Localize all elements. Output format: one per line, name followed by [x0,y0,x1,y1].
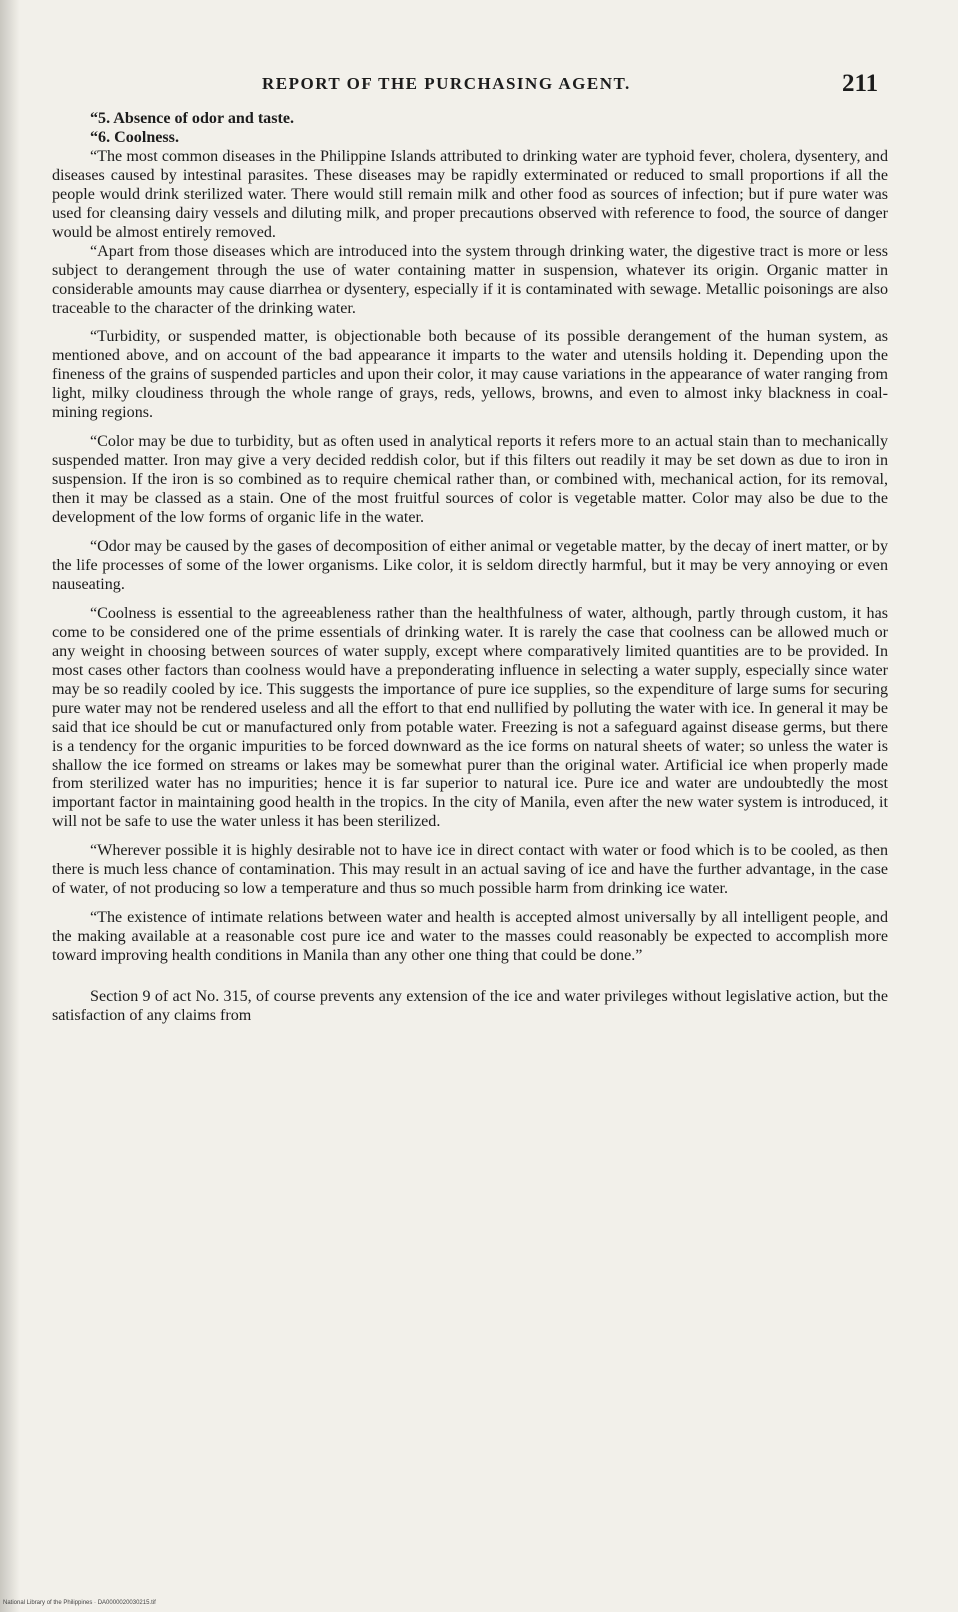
list-item-odor-taste: “5. Absence of odor and taste. [90,110,295,127]
body-text [52,110,888,1026]
running-head: REPORT OF THE PURCHASING AGENT. [262,74,631,93]
paragraph-section-9: Section 9 of act No. 315, of course prevents any extension of the ice and water privileges without legislative action, but the satisfaction of any claims from [52,988,888,1024]
scan-credit: National Library of the Philippines · DA0000020030215.tif [3,1600,156,1606]
list-item-coolness: “6. Coolness. [90,128,179,146]
paragraph-water-health: “The existence of intimate relations between water and health is accepted almost universally by all intelligent people, and the making available at a reasonable cost pure ice and water to the masses could reasonably be expected to accomplish more toward improving health conditions in Manila than any other one thing that could be done.” [52,909,888,965]
page-number: 211 [842,70,879,97]
page-edge-shadow [0,0,20,1612]
paragraph-digestive-tract: “Apart from those diseases which are introduced into the system through drinking water, the digestive tract is more or less subject to derangement through the use of water containing matter in suspension, whatever its origin. Organic matter in considerable amounts may cause diarrhea or dysentery, especially if it is contaminated with sewage. Metallic poisonings are also traceable to the character of the drinking water. [52,242,888,317]
page-header [0,68,958,104]
paragraph-odor: “Odor may be caused by the gases of decomposition of either animal or vegetable matter, by the decay of inert matter, or by the life processes of some of the lower organisms. Like color, it is seldom directly harmful, but it may be very annoying or even nauseating. [52,538,888,593]
paragraph-color: “Color may be due to turbidity, but as often used in analytical reports it refers more to an actual stain than to mechanically suspended matter. Iron may give a very decided reddish color, but if this filters out readily it may be set down as due to iron in suspension. If the iron is so combined as to require chemical rather than, or combined with, mechanical action, for its removal, then it may be classed as a stain. One of the most fruitful sources of color is vegetable matter. Color may also be due to the development of the low forms of organic life in the water. [52,433,888,527]
paragraph-ice-contact: “Wherever possible it is highly desirable not to have ice in direct contact with water or food which is to be cooled, as then there is much less chance of contamination. This may result in an actual saving of ice and have the further advantage, in the case of water, of not producing so low a temperature and thus so much possible harm from drinking ice water. [52,842,888,898]
paragraph-coolness: “Coolness is essential to the agreeableness rather than the healthfulness of water, although, partly through custom, it has come to be considered one of the prime essentials of drinking water. It is rarely the case that coolness can be allowed much or any weight in choosing between sources of water supply, except where comparatively limited quantities are to be provided. In most cases other factors than coolness would have a preponderating influence in selecting a water supply, especially since water may be so readily cooled by ice. This suggests the importance of pure ice supplies, so the expenditure of large sums for securing pure water may not be rendered useless and all the effort to that end nullified by polluting the water with ice. In general it may be said that ice should be cut or manufactured only from potable water. Freezing is not a safeguard against disease germs, but there is a tendency for the organic impurities to be forced downward as the ice forms on natural sheets of water; so unless the water is shallow the ice formed on streams or lakes may be somewhat purer than the original water. Artificial ice when properly made from sterilized water has no impurities; hence it is far superior to natural ice. Pure ice and water are undoubtedly the most important factor in maintaining good health in the tropics. In the city of Manila, even after the new water system is introduced, it will not be safe to use the water unless it has been sterilized. [52,604,888,831]
paragraph-diseases: “The most common diseases in the Philippine Islands attributed to drinking water are typhoid fever, cholera, dysentery, and diseases caused by intestinal parasites. These diseases may be rapidly exterminated or reduced to small proportions if all the people would drink sterilized water. There would still remain milk and other food as sources of infection; but if pure water was used for cleansing dairy vessels and diluting milk, and proper precautions observed with reference to food, the source of danger would be almost entirely removed. [52,147,888,241]
paragraph-turbidity: “Turbidity, or suspended matter, is objectionable both because of its possible derangement of the human system, as mentioned above, and on account of the bad appearance it imparts to the water and utensils holding it. Depending upon the fineness of the grains of suspended particles and upon their color, it may cause variations in the appearance of water ranging from light, milky cloudiness through the whole range of grays, reds, yellows, browns, and even to almost inky blackness in coal-mining regions. [52,328,888,422]
